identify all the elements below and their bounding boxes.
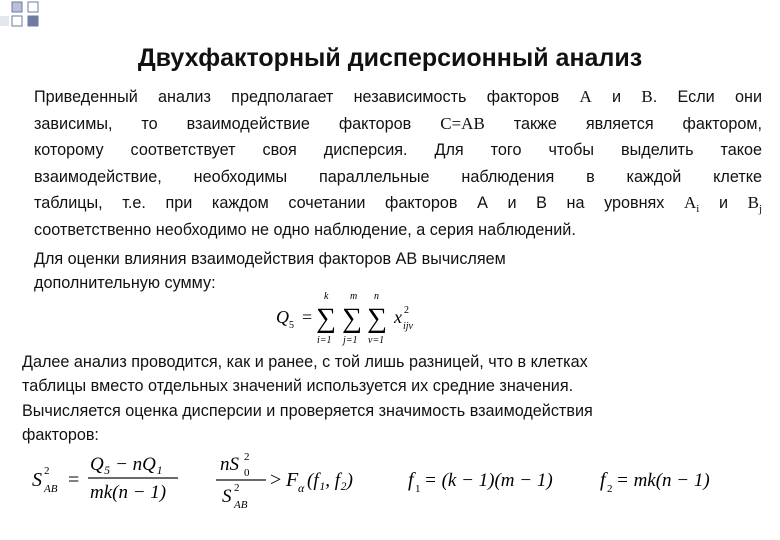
s2ab-S: S xyxy=(32,469,42,491)
q5-equals: = xyxy=(302,307,313,327)
sum2-sigma: ∑ xyxy=(342,303,362,334)
deco-square xyxy=(28,2,38,12)
f2-lhs: f xyxy=(600,469,606,491)
frac1-numerator: Q₅ − nQ₁ xyxy=(90,454,163,475)
paragraph-line: таблицы, т.е. при каждом сочетании факторов А и В на уровнях $A_i$ и $B_j$ xyxy=(34,193,763,215)
f1-sub: 1 xyxy=(415,483,421,495)
sum3-sigma: ∑ xyxy=(367,303,387,334)
f1-rhs: = (k − 1)(m − 1) xyxy=(424,470,553,491)
q5-lhs: Q xyxy=(276,307,289,327)
sum3-upper: n xyxy=(374,291,379,302)
bottom-formulas xyxy=(30,448,730,518)
paragraph-line: которому соответствует своя дисперсия. Для того чтобы выделить такое xyxy=(34,141,762,159)
q5-term: x xyxy=(394,307,402,327)
F-args: (f₁, f₂) xyxy=(307,470,353,491)
frac2-num-n: nS xyxy=(220,454,239,475)
q5-term-sup: 2 xyxy=(404,305,409,316)
sum1-lower: i=1 xyxy=(317,335,332,346)
frac2-num-sup: 2 xyxy=(244,451,250,463)
paragraph-line: Далее анализ проводится, как и ранее, с той лишь разницей, что в клетках xyxy=(22,353,588,371)
F-symbol: F xyxy=(286,469,299,491)
deco-square xyxy=(28,16,38,26)
frac2-den-S: S xyxy=(222,486,232,507)
deco-square xyxy=(0,16,9,26)
f2-sub: 2 xyxy=(607,483,613,495)
s2ab-eq: = xyxy=(68,469,80,491)
paragraph-line: дополнительную сумму: xyxy=(34,274,216,292)
paragraph-line: взаимодействие, необходимы параллельные наблюдения в каждой клетке xyxy=(34,167,762,186)
deco-square xyxy=(12,16,22,26)
paragraph-intro xyxy=(34,84,762,243)
s2ab-sup: 2 xyxy=(44,465,50,477)
paragraph-line: Для оценки влияния взаимодействия факторов АВ вычисляем xyxy=(34,250,506,268)
sum1-upper: k xyxy=(324,291,329,302)
frac2-den-sup: 2 xyxy=(234,482,240,494)
q5-term-sub: ijv xyxy=(403,321,413,332)
paragraph-line: зависимы, то взаимодействие факторов C=AB также является фактором, xyxy=(34,113,762,133)
greater-than: > xyxy=(270,469,282,491)
paragraph-line: Вычисляется оценка дисперсии и проверяется значимость взаимодействия xyxy=(22,401,593,420)
page-title: Двухфакторный дисперсионный анализ xyxy=(137,44,643,72)
decorative-squares xyxy=(0,0,60,40)
f1-lhs: f xyxy=(408,469,414,491)
frac2-den-sub: AB xyxy=(234,499,248,511)
frac1-denominator: mk(n − 1) xyxy=(90,482,167,503)
q5-formula xyxy=(272,287,452,347)
q5-lhs-sub: 5 xyxy=(289,320,294,331)
paragraph-line: соответственно необходимо не одно наблюдение, а серия наблюдений. xyxy=(34,220,576,239)
paragraph-line: Приведенный анализ предполагает независимость факторов A и B. Если они xyxy=(34,87,762,106)
sum3-lower: v=1 xyxy=(368,335,385,346)
F-sub: α xyxy=(298,481,305,495)
paragraph-analysis xyxy=(22,350,752,447)
s2ab-sub: AB xyxy=(44,483,58,495)
sum1-sigma: ∑ xyxy=(316,303,336,334)
frac2-num-sub: 0 xyxy=(244,467,250,479)
paragraph-line: таблицы вместо отдельных значений используется их средние значения. xyxy=(22,377,574,396)
sum2-upper: m xyxy=(350,291,358,302)
sum2-lower: j=1 xyxy=(343,335,358,346)
paragraph-line: факторов: xyxy=(22,425,99,444)
f2-rhs: = mk(n − 1) xyxy=(616,470,710,491)
deco-square xyxy=(12,2,22,12)
